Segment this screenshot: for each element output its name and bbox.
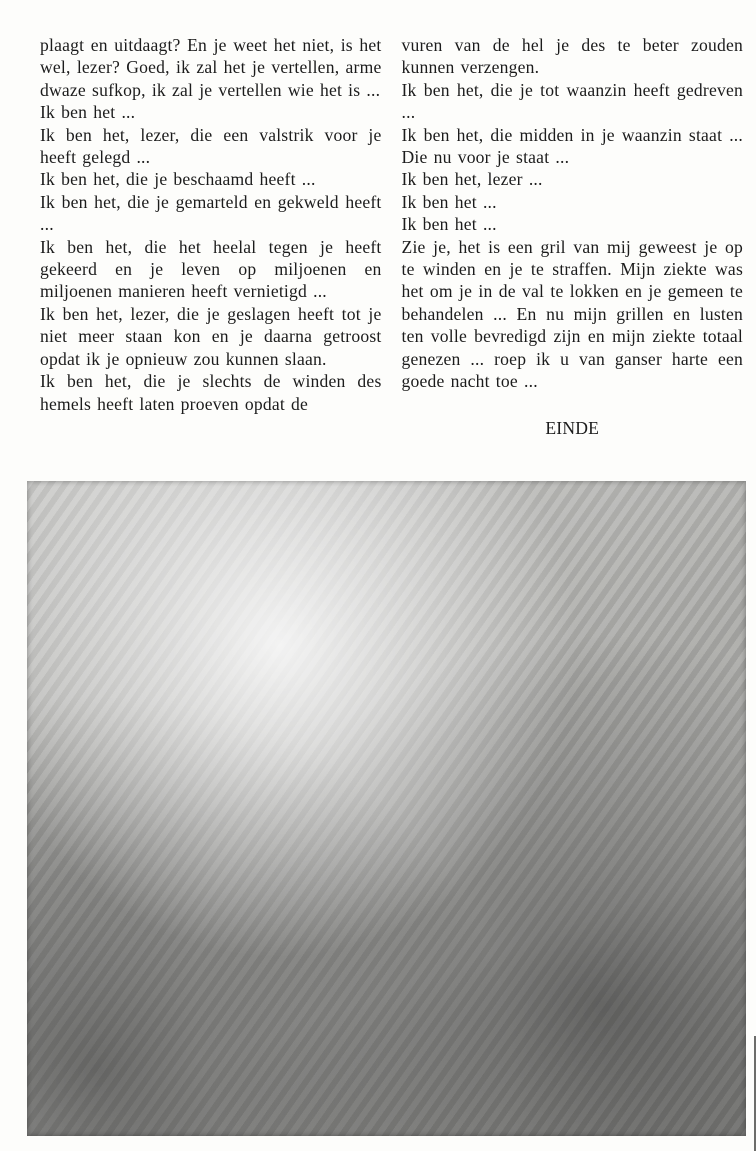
paragraph: vuren van de hel je des te beter zouden kunnen verzengen. <box>401 35 743 78</box>
paragraph: Ik ben het, lezer ... <box>401 169 543 190</box>
paragraph: Ik ben het, die je beschaamd heeft ... <box>40 169 316 190</box>
text-column-right <box>402 34 744 439</box>
paragraph: Ik ben het, die je slechts de winden des hemels heeft laten proeven opdat de <box>40 371 382 414</box>
paragraph: Ik ben het ... <box>401 191 497 212</box>
paragraph: Zie je, het is een gril van mij geweest je op te winden en je te straffen. Mijn ziekte was het om je in de val te lokken en je gemeen te behandelen ... En nu mijn grillen en lusten ten volle bevredigd zijn en mijn ziekte totaal genezen ... roep ik u van ganser harte een goede nacht toe ... <box>401 236 743 392</box>
paragraph: Ik ben het, die je tot waanzin heeft gedreven ... <box>401 79 743 123</box>
text-column-left <box>40 34 382 439</box>
paragraph: plaagt en uitdaagt? En je weet het niet, is het wel, lezer? Goed, ik zal het je vertellen, arme dwaze sufkop, ik zal je vertellen wie het is ... <box>40 35 382 100</box>
paragraph: Ik ben het ... <box>40 102 136 123</box>
photograph-redacted-placeholder <box>27 481 746 1136</box>
paragraph: Ik ben het ... <box>401 214 497 235</box>
paragraph: Ik ben het, die je gemarteld en gekweld heeft ... <box>40 191 382 235</box>
paragraph: Ik ben het, die midden in je waanzin staat ... Die nu voor je staat ... <box>401 124 743 168</box>
paragraph: Ik ben het, die het heelal tegen je heeft gekeerd en je leven op miljoenen en miljoenen manieren heeft vernietigd ... <box>40 236 382 302</box>
paragraph: Ik ben het, lezer, die je geslagen heeft tot je niet meer staan kon en je daarna getroost opdat ik je opnieuw zou kunnen slaan. <box>40 303 382 369</box>
paragraph: Ik ben het, lezer, die een valstrik voor je heeft gelegd ... <box>40 124 382 168</box>
text-columns <box>40 34 743 439</box>
story-end-label: EINDE <box>545 417 600 438</box>
